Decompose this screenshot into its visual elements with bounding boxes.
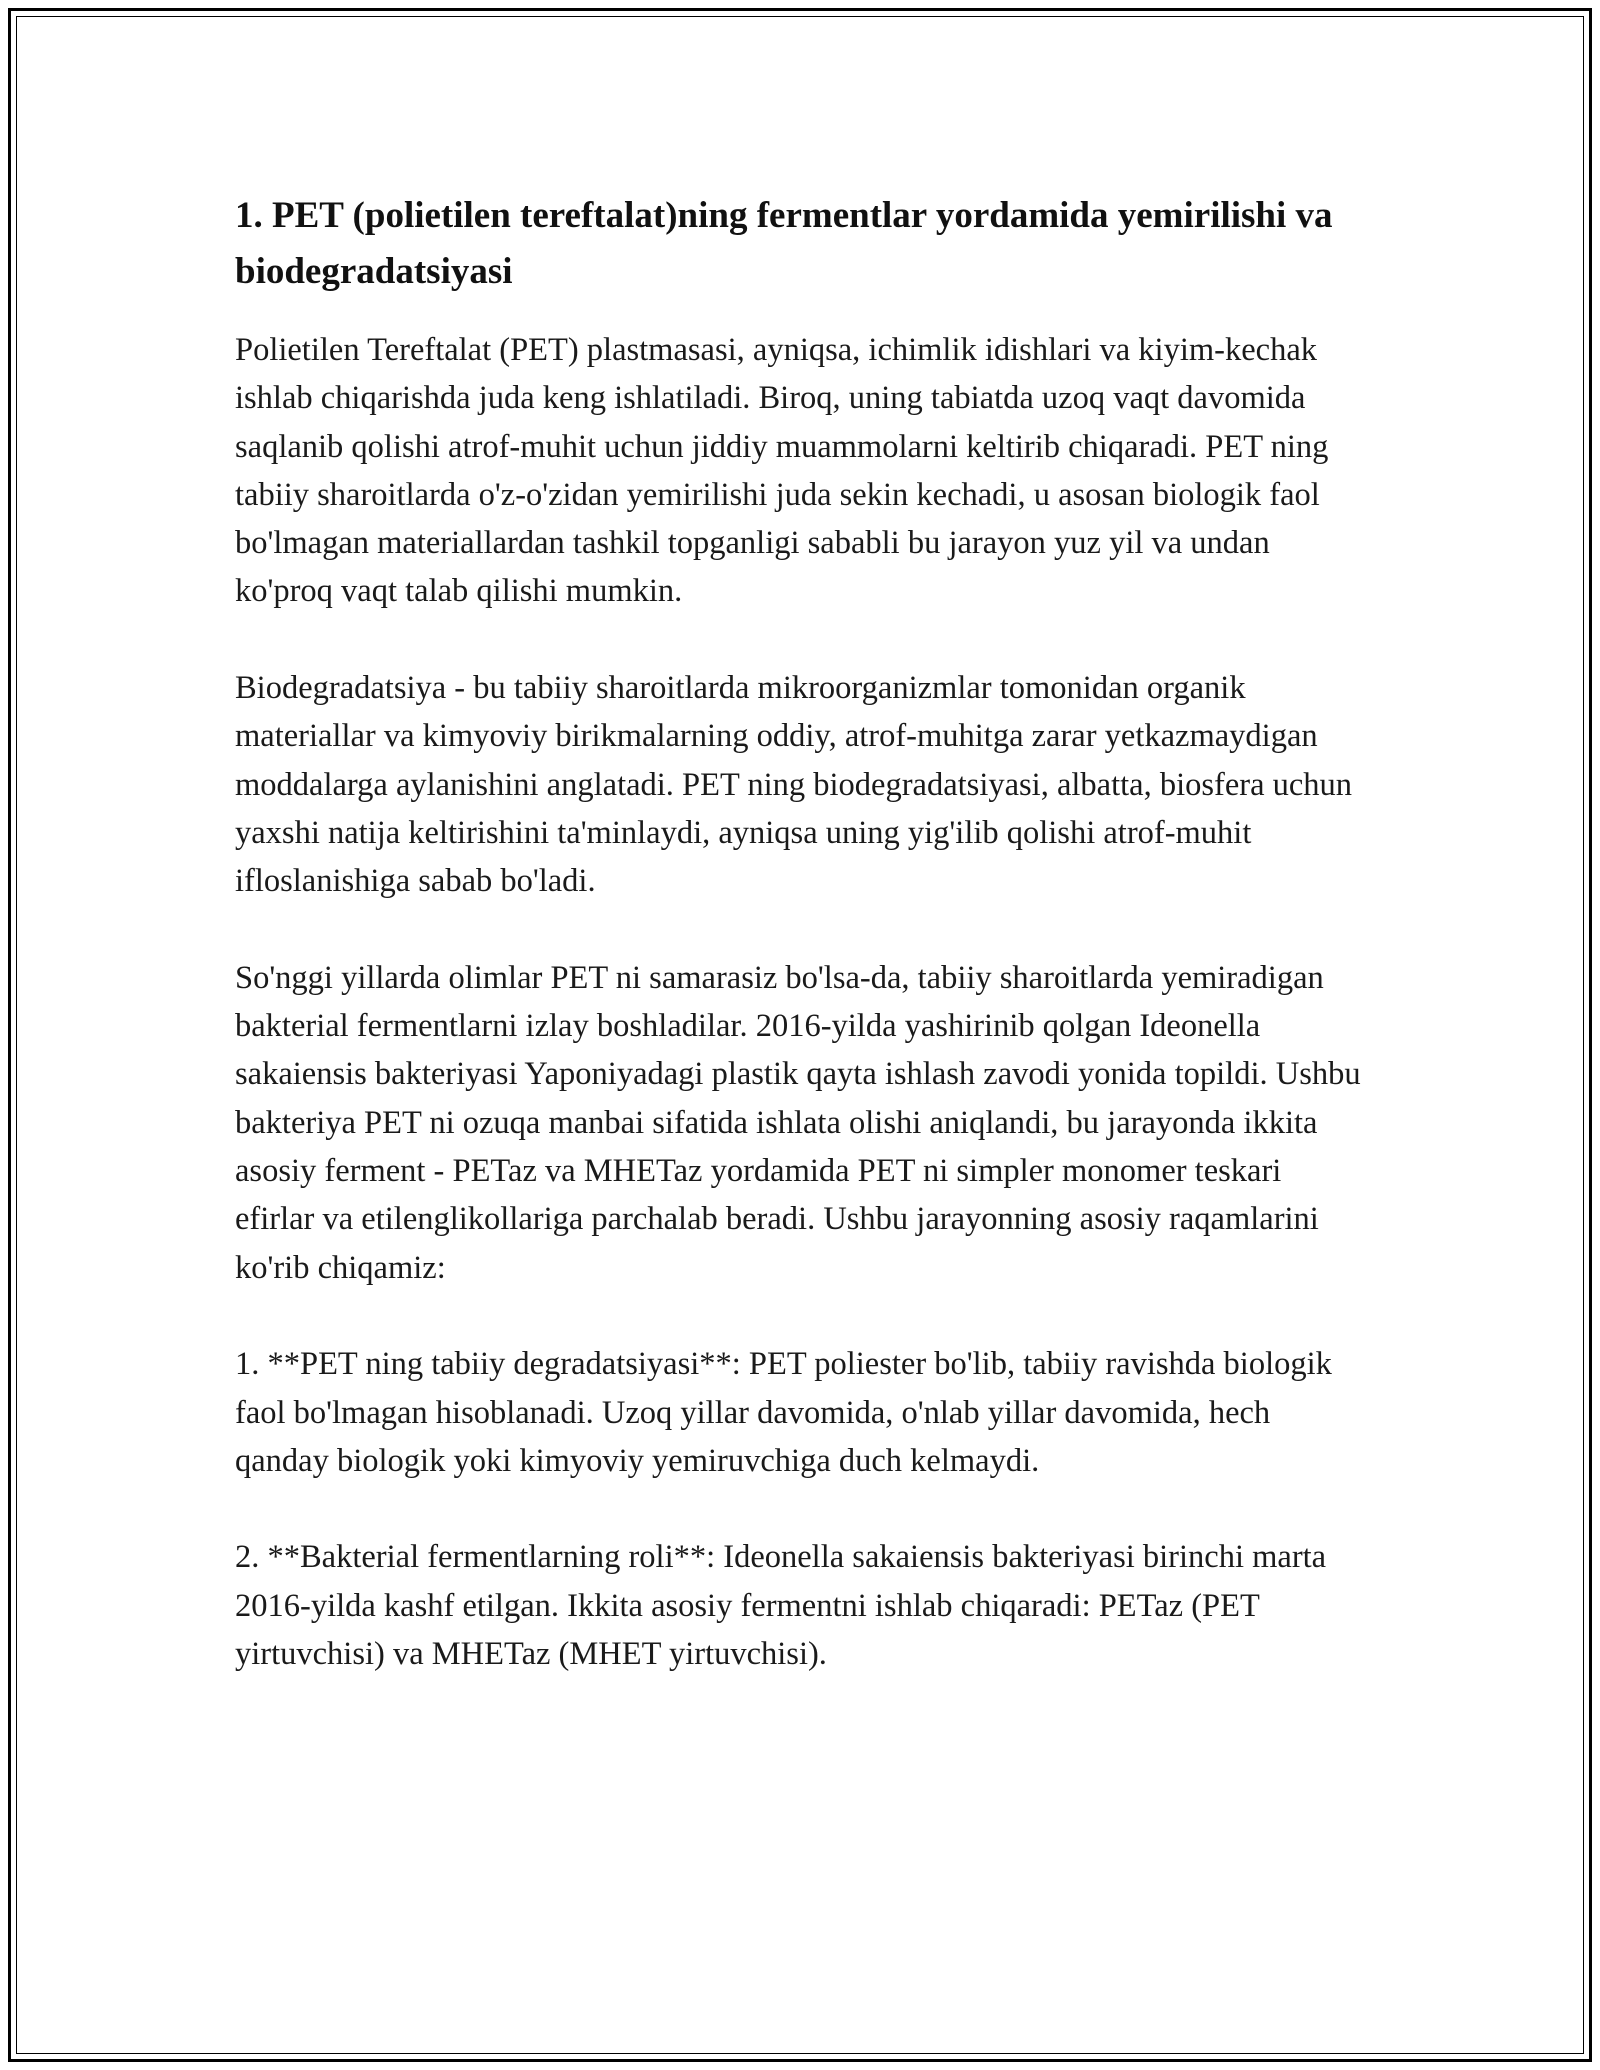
list-item-natural-degradation: 1. **PET ning tabiiy degradatsiyasi**: PET poliester bo'lib, tabiiy ravishda biologik faol bo'lmagan hisoblanadi. Uzoq yillar davomida, o'nlab yillar davomida, hech qanday biologik yoki kimyoviy yemiruvchiga duch kelmaydi.	[235, 1346, 1332, 1479]
paragraph-bacterial-enzymes: So'nggi yillarda olimlar PET ni samarasiz bo'lsa-da, tabiiy sharoitlarda yemiradigan bakterial fermentlarni izlay boshladilar. 2016-yilda yashirinib qolgan Ideonella sakaiensis bakteriyasi Yaponiyadagi plastik qayta ishlash zavodi yonida topildi. Ushbu bakteriya PET ni ozuqa manbai sifatida ishlata olishi aniqlandi, bu jarayonda ikkita asosiy ferment - PETaz va MHETaz yordamida PET ni simpler monomer teskari efirlar va etilenglikollariga parchalab beradi. Ushbu jarayonning asosiy raqamlarini ko'rib chiqamiz:	[235, 959, 1361, 1286]
paragraph-intro: Polietilen Tereftalat (PET) plastmasasi, ayniqsa, ichimlik idishlari va kiyim-kechak ishlab chiqarishda juda keng ishlatiladi. Biroq, uning tabiatda uzoq vaqt davomida saqlanib qolishi atrof-muhit uchun jiddiy muammolarni keltirib chiqaradi. PET ning tabiiy sharoitlarda o'z-o'zidan yemirilishi juda sekin kechadi, u asosan biologik faol bo'lmagan materiallardan tashkil topganligi sababli bu jarayon yuz yil va undan ko'proq vaqt talab qilishi mumkin.	[235, 332, 1329, 610]
document-title: 1. PET (polietilen tereftalat)ning fermentlar yordamida yemirilishi va biodegradatsiyasi	[235, 195, 1333, 292]
list-item-enzyme-role: 2. **Bakterial fermentlarning roli**: Ideonella sakaiensis bakteriyasi birinchi marta 2016-yilda kashf etilgan. Ikkita asosiy fermentni ishlab chiqaradi: PETaz (PET yirtuvchisi) va MHETaz (MHET yirtuvchisi).	[235, 1539, 1327, 1673]
paragraph-biodegradation-definition: Biodegradatsiya - bu tabiiy sharoitlarda mikroorganizmlar tomonidan organik materiallar va kimyoviy birikmalarning oddiy, atrof-muhitga zarar yetkazmaydigan moddalarga aylanishini anglatadi. PET ning biodegradatsiyasi, albatta, biosfera uchun yaxshi natija keltirishini ta'minlaydi, ayniqsa uning yig'ilib qolishi atrof-muhit ifloslanishiga sabab bo'ladi.	[235, 670, 1353, 900]
document-body	[235, 188, 1365, 1678]
